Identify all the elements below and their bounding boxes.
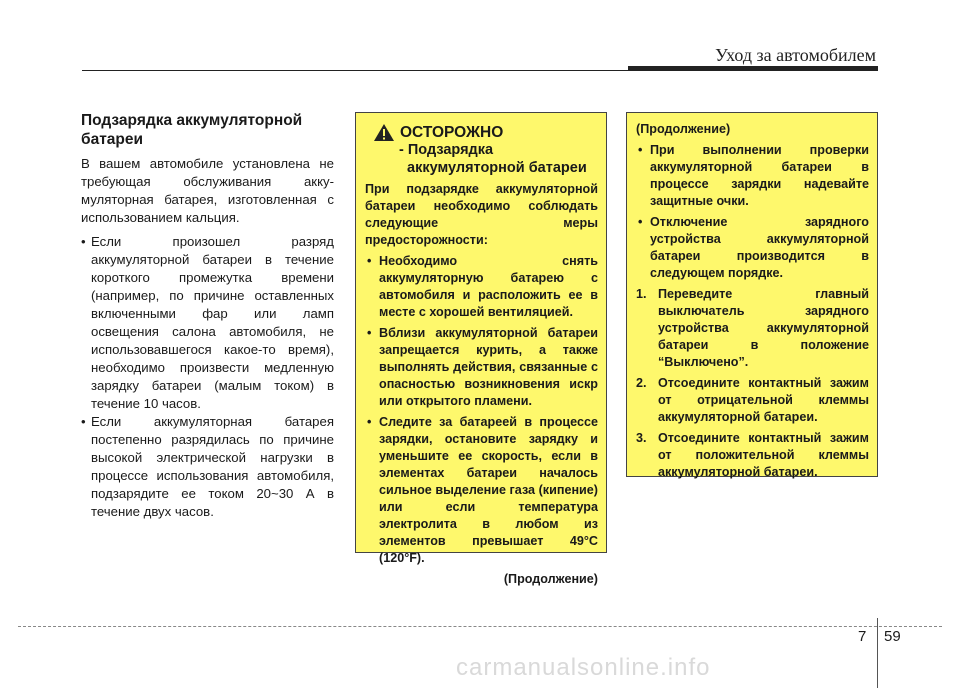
warning-title: ОСТОРОЖНО [400,124,504,141]
warning-box [355,112,607,586]
continued-heading: (Продолжение) [636,122,731,136]
list-item: • Вблизи аккумуляторной батареи запрещается курить, а также выполнять действия, связанные с опасностью возникновения искр или открытого пламени. [365,325,598,410]
running-header: Уход за автомобилем [715,45,876,65]
warning-subtitle-2: аккумуляторной батареи [407,160,587,176]
warning-list [365,253,598,567]
step-item: 3. Отсоедините контактный зажим от положительной клеммы аккумуляторной батареи. [636,430,869,481]
warning-cont-list [636,142,869,282]
warning-subtitle: - Подзарядка [399,142,494,158]
warning-intro: При подзарядке аккумуляторной батареи необходимо соблюдать следующие меры предосторожности: [365,182,598,247]
section-heading: Подзарядка аккумуляторной батареи [81,112,303,148]
step-item: 1. Переведите главный выключатель зарядного устройства аккумуляторной батареи в положение “Выключено”. [636,286,869,371]
chapter-number: 7 [858,628,867,645]
list-item: • При выполнении проверки аккумуляторной батареи в процессе зарядки надевайте защитные очки. [636,142,869,210]
step-item: 2. Отсоедините контактный зажим от отрицательной клеммы аккумуляторной батареи. [636,375,869,426]
charging-notes-list [81,233,334,521]
warning-box-continued [626,112,878,477]
header-rule-thick [628,66,878,71]
list-item: • Если аккумуляторная батарея постепенно разрядилась по причине высокой электрической нагрузки в процессе использования автомобиля, подзарядите ее током 20~30 А в течение двух часов. [81,413,334,521]
main-text-column [81,111,334,521]
page-number-divider [877,618,878,688]
warning-header [373,123,598,142]
list-item: • Следите за батареей в процессе зарядки, остановите зарядку и уменьшите ее скорость, если в элементах батареи началось сильное выделение газа (кипение) или если температура электролита в любом из элементов превышает 49°C (120°F). [365,414,598,567]
continued-label: (Продолжение) [503,572,598,586]
list-item: • Необходимо снять аккумуляторную батарею с автомобиля и расположить ее в месте с хорошей вентиляцией. [365,253,598,321]
header-rule [82,70,630,71]
warning-triangle-icon [373,123,395,142]
footer-rule [18,626,942,627]
intro-paragraph: В вашем автомобиле установлена не требующая обслуживания аккумуляторная батарея, изготовленная с использованием кальция. [81,156,334,225]
watermark: carmanualsonline.info [456,654,711,681]
page-number: 59 [884,628,901,645]
list-item: • Отключение зарядного устройства аккумуляторной батареи производится в следующем порядке. [636,214,869,282]
list-item: • Если произошел разряд аккумуляторной батареи в течение короткого промежутка времени (например, по причине оставленных включенными фар или ламп освещения салона автомобиля, не использовавшегося какое-то время), необходимо произвести медленную зарядку батареи (малым током) в течение 10 часов. [81,233,334,413]
disconnect-steps [636,286,869,481]
